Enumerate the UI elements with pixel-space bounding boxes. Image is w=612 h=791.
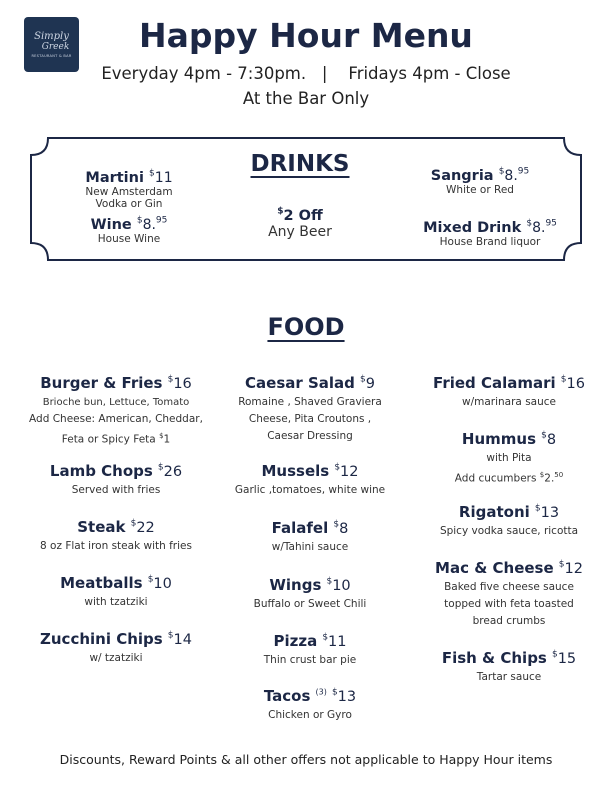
mixed-currency: $: [526, 218, 533, 229]
mac-desc3: bread crumbs: [472, 615, 546, 627]
falafel-price: 8: [339, 521, 349, 537]
mussels-currency: $: [334, 462, 341, 473]
burger-name: Burger & Fries: [40, 374, 163, 392]
martini-name: Martini: [85, 170, 144, 186]
falafel-desc: w/Tahini sauce: [271, 541, 349, 553]
falafel-name: Falafel: [271, 519, 329, 537]
mac-desc2: topped with feta toasted: [444, 598, 574, 610]
martini-price: 11: [154, 170, 173, 186]
hummus-price: 8: [546, 432, 557, 448]
sangria-price: 8.: [504, 168, 518, 184]
burger-cheese-currency: $: [159, 432, 164, 440]
food-caesar: [210, 373, 410, 445]
calamari-currency: $: [560, 374, 567, 385]
zucchini-desc: w/ tzatziki: [89, 652, 143, 664]
food-fish: [409, 648, 609, 686]
fish-currency: $: [551, 649, 558, 660]
pizza-name: Pizza: [273, 632, 318, 650]
rigatoni-desc: Spicy vodka sauce, ricotta: [439, 525, 579, 537]
lamb-desc: Served with fries: [71, 484, 161, 496]
wine-currency: $: [136, 215, 143, 226]
mixed-desc: House Brand liquor: [439, 236, 541, 248]
mac-price: 12: [564, 561, 583, 577]
burger-price: 16: [173, 376, 192, 392]
food-mussels: [210, 461, 410, 499]
pizza-currency: $: [322, 632, 329, 643]
meatballs-price: 10: [153, 576, 172, 592]
wings-name: Wings: [269, 576, 322, 594]
caesar-desc1: Romaine , Shaved Graviera: [238, 396, 382, 408]
hummus-desc2: [409, 467, 609, 488]
mac-desc1: Baked five cheese sauce: [444, 581, 574, 593]
caesar-name: Caesar Salad: [245, 374, 355, 392]
steak-desc: 8 oz Flat iron steak with fries: [40, 540, 192, 552]
page-title: Happy Hour Menu: [139, 16, 473, 55]
rigatoni-name: Rigatoni: [458, 503, 530, 521]
hummus-name: Hummus: [461, 430, 537, 448]
rigatoni-price: 13: [540, 505, 560, 521]
wings-currency: $: [326, 576, 333, 587]
calamari-name: Fried Calamari: [433, 374, 556, 392]
fish-price: 15: [557, 651, 577, 667]
food-falafel: [210, 518, 410, 556]
steak-price: 22: [136, 520, 155, 536]
fish-name: Fish & Chips: [441, 649, 547, 667]
martini-currency: $: [149, 168, 155, 179]
food-steak: [16, 517, 216, 555]
logo-line2: Greek: [41, 41, 70, 52]
rigatoni-currency: $: [534, 503, 541, 514]
caesar-price: 9: [365, 376, 375, 392]
food-zucchini: [16, 629, 216, 667]
meatballs-desc: with tzatziki: [84, 596, 148, 608]
beer-currency: $: [277, 206, 284, 217]
burger-desc3: [16, 428, 216, 449]
food-heading: FOOD: [267, 313, 345, 341]
tacos-price: 13: [337, 689, 357, 705]
food-pizza: [210, 631, 410, 669]
hummus-addon-cents: 50: [554, 471, 564, 479]
mixed-cents: 95: [545, 218, 557, 229]
caesar-desc2: Cheese, Pita Croutons ,: [248, 413, 372, 425]
meatballs-currency: $: [147, 574, 154, 585]
tacos-currency: $: [331, 687, 338, 698]
pizza-price: 11: [328, 634, 347, 650]
sangria-currency: $: [498, 166, 505, 177]
drink-sangria: [410, 165, 550, 196]
hummus-addon-price: 2.: [544, 472, 555, 485]
food-mac: [409, 558, 609, 630]
zucchini-price: 14: [173, 632, 192, 648]
mussels-price: 12: [340, 464, 359, 480]
caesar-desc3: Caesar Dressing: [267, 430, 353, 442]
zucchini-name: Zucchini Chips: [40, 630, 163, 648]
meatballs-name: Meatballs: [60, 574, 143, 592]
tacos-desc: Chicken or Gyro: [268, 709, 352, 721]
drinks-panel: [30, 137, 582, 261]
mussels-desc: Garlic ,tomatoes, white wine: [234, 484, 386, 496]
food-rigatoni: [409, 502, 609, 540]
sangria-desc: White or Red: [446, 184, 514, 196]
wings-desc: Buffalo or Sweet Chili: [253, 598, 367, 610]
drink-wine: [69, 214, 189, 245]
wine-name: Wine: [90, 217, 132, 233]
hummus-desc2-text: Add cucumbers: [454, 472, 537, 485]
burger-currency: $: [167, 374, 174, 385]
drinks-heading: DRINKS: [250, 151, 350, 177]
zucchini-currency: $: [167, 630, 174, 641]
drink-mixed: [415, 217, 565, 248]
mac-currency: $: [558, 559, 565, 570]
martini-desc2: Vodka or Gin: [95, 198, 163, 210]
wine-price: 8.: [142, 217, 156, 233]
mixed-price: 8.: [532, 220, 546, 236]
steak-name: Steak: [77, 518, 126, 536]
food-hummus: [409, 429, 609, 488]
falafel-currency: $: [333, 519, 340, 530]
hummus-addon-currency: $: [539, 471, 545, 479]
wine-desc: House Wine: [97, 233, 161, 245]
sangria-cents: 95: [517, 166, 530, 177]
logo-line1: Simply: [34, 30, 69, 42]
martini-desc1: New Amsterdam: [85, 186, 173, 198]
steak-currency: $: [130, 518, 137, 529]
footer-disclaimer: Discounts, Reward Points & all other offers not applicable to Happy Hour items: [59, 752, 553, 767]
food-burger: [16, 373, 216, 449]
food-meatballs: [16, 573, 216, 611]
hummus-desc1: with Pita: [486, 452, 532, 464]
burger-desc3-text: Feta or Spicy Feta: [61, 433, 156, 446]
lamb-currency: $: [157, 462, 164, 473]
burger-desc2: Add Cheese: American, Cheddar,: [29, 413, 203, 425]
pizza-desc: Thin crust bar pie: [263, 654, 357, 666]
tacos-name: Tacos: [263, 687, 311, 705]
logo-tagline: RESTAURANT & BAR: [31, 53, 72, 58]
food-wings: [210, 575, 410, 613]
hummus-currency: $: [541, 430, 547, 441]
calamari-desc: w/marinara sauce: [462, 396, 556, 408]
hours: Everyday 4pm - 7:30pm. | Fridays 4pm - Close: [101, 64, 511, 83]
drinks-heading-wrap: [230, 151, 370, 177]
burger-cheese-price: 1: [163, 433, 171, 446]
beer-deal: 2 Off: [283, 208, 323, 224]
calamari-price: 16: [566, 376, 585, 392]
mixed-name: Mixed Drink: [423, 220, 522, 236]
lamb-name: Lamb Chops: [49, 462, 153, 480]
tacos-count: (3): [315, 687, 327, 697]
beer-desc: Any Beer: [268, 224, 332, 240]
wings-price: 10: [332, 578, 351, 594]
food-tacos: [210, 686, 410, 724]
drink-beer: [240, 205, 360, 240]
mussels-name: Mussels: [261, 462, 330, 480]
food-calamari: [409, 373, 609, 411]
mac-name: Mac & Cheese: [435, 559, 554, 577]
fish-desc: Tartar sauce: [476, 671, 542, 683]
burger-desc1: Brioche bun, Lettuce, Tomato: [42, 397, 190, 408]
food-lamb: [16, 461, 216, 499]
location-note: At the Bar Only: [242, 89, 370, 108]
caesar-currency: $: [360, 374, 366, 385]
drink-martini: [69, 167, 189, 210]
sangria-name: Sangria: [430, 168, 494, 184]
lamb-price: 26: [163, 464, 183, 480]
wine-cents: 95: [155, 215, 168, 226]
